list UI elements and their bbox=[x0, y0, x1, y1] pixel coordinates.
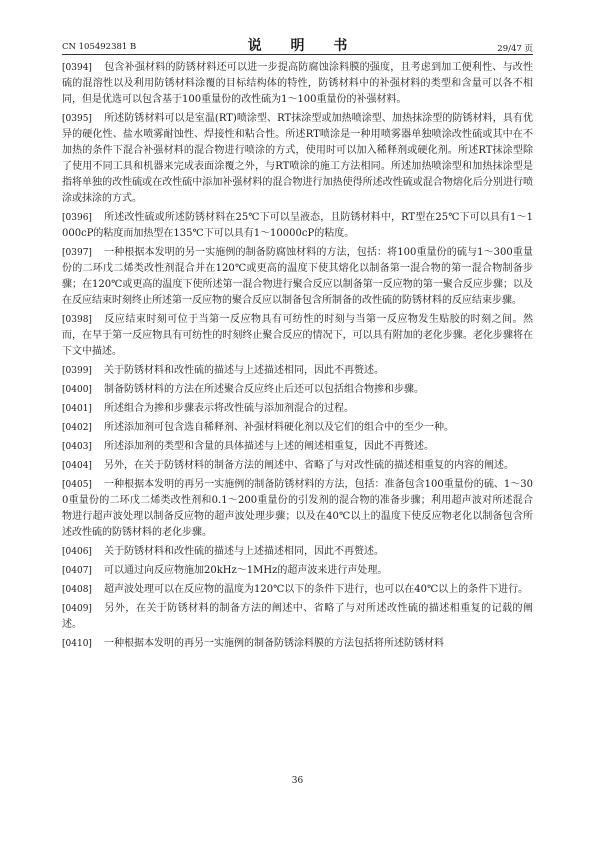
paragraph-0408 bbox=[62, 582, 533, 598]
paragraph-number: [0401] bbox=[62, 404, 92, 414]
paragraph-number: [0402] bbox=[62, 423, 92, 433]
paragraph-number: [0408] bbox=[62, 585, 92, 595]
paragraph-text: 可以通过向反应物施加20kHz～1MHz的超声波来进行声处理。 bbox=[104, 565, 388, 576]
paragraph-0406 bbox=[62, 544, 533, 560]
paragraph-number: [0405] bbox=[62, 480, 92, 490]
paragraph-0401 bbox=[62, 401, 533, 417]
paragraph-text: 所述组合为掺和步骤表示将改性硫与添加剂混合的过程。 bbox=[104, 403, 354, 414]
paragraph-0410 bbox=[62, 636, 533, 652]
paragraph-text: 所述改性硫或所述防锈材料在25℃下可以呈液态，且防锈材料中，RT型在25℃下可以具有1～1000cP的粘度而加热型在135℃下可以具有1～10000cP的粘度。 bbox=[62, 212, 533, 239]
paragraph-number: [0398] bbox=[62, 315, 92, 325]
paragraph-number: [0395] bbox=[62, 114, 92, 124]
paragraph-number: [0410] bbox=[62, 639, 92, 649]
paragraph-number: [0400] bbox=[62, 385, 92, 395]
paragraph-0399 bbox=[62, 363, 533, 379]
paragraph-0407 bbox=[62, 563, 533, 579]
document-title: 说 明 书 bbox=[247, 38, 360, 54]
paragraph-text: 另外，在关于防锈材料的制备方法的阐述中、省略了与对所述改性硫的描述相重复的记载的阐述。 bbox=[62, 603, 533, 630]
paragraph-0409 bbox=[62, 601, 533, 633]
paragraph-text: 关于防锈材料和改性硫的描述与上述描述相同，因此不再赘述。 bbox=[104, 546, 384, 557]
paragraph-0402 bbox=[62, 420, 533, 436]
page-number: 36 bbox=[291, 776, 304, 786]
paragraph-number: [0397] bbox=[62, 248, 92, 258]
paragraph-text: 制备防锈材料的方法在所述聚合反应终止后还可以包括组合物掺和步骤。 bbox=[104, 384, 424, 395]
paragraph-0404 bbox=[62, 458, 533, 474]
paragraph-0398 bbox=[62, 312, 533, 360]
paragraph-number: [0403] bbox=[62, 442, 92, 452]
paragraph-text: 反应结束时刻可位于当第一反应物具有可纺性的时刻与当第一反应物发生贴胶的时刻之间。然而，在早于第一反应物具有可纺性的时刻终止聚合反应的情况下，可以具有附加的老化步骤。老化步骤将在下文中描述。 bbox=[62, 314, 533, 357]
header-rule bbox=[62, 54, 533, 55]
paragraph-0405 bbox=[62, 477, 533, 541]
paragraph-text: 所述添加剂的类型和含量的具体描述与上述的阐述相重复，因此不再赘述。 bbox=[104, 441, 434, 452]
paragraph-text: 一种根据本发明的另一实施例的制备防腐蚀材料的方法，包括：将100重量份的硫与1～300重量份的二环戊二烯类改性剂混合并在120℃或更高的温度下使其熔化以制备第一混合物的第一混合物制备步骤；在120℃或更高的温度下使所述第一混合物进行聚合反应以制备第一反应物的第一聚合反应步骤；以及在反应结束时刻终止所述第一反应物的聚合反应以制备包含所制备的改性硫的防锈材料的反应结束步骤。 bbox=[62, 247, 533, 306]
document-body bbox=[62, 60, 533, 655]
paragraph-0403 bbox=[62, 439, 533, 455]
paragraph-number: [0404] bbox=[62, 461, 92, 471]
paragraph-number: [0394] bbox=[62, 63, 92, 73]
paragraph-number: [0396] bbox=[62, 213, 92, 223]
paragraph-number: [0407] bbox=[62, 566, 92, 576]
paragraph-text: 包含补强材料的防锈材料还可以进一步提高防腐蚀涂料膜的强度，且考虑到加工便利性、与改性硫的混溶性以及利用防锈材料涂覆的目标结构体的特性，防锈材料中的补强材料的类型和含量可以各不相同，但是优选可以包含基于100重量份的改性硫为1～100重量份的补强材料。 bbox=[62, 62, 533, 105]
paragraph-0400 bbox=[62, 382, 533, 398]
paragraph-number: [0399] bbox=[62, 366, 92, 376]
paragraph-text: 一种根据本发明的再另一实施例的制备防锈材料的方法，包括：准备包含100重量份的硫、1～300重量份的二环戊二烯类改性剂和0.1～200重量份的引发剂的混合物的准备步骤；利用超声波对所述混合物进行超声波处理以制备反应物的超声波处理步骤；以及在40℃以上的温度下使反应物老化以制备包含所述改性硫的防锈材料的老化步骤。 bbox=[62, 479, 533, 538]
paragraph-0394 bbox=[62, 60, 533, 108]
document-number: CN 105492381 B bbox=[62, 42, 137, 52]
paragraph-text: 所述添加剂可包含选自稀释剂、补强材料硬化剂以及它们的组合中的至少一种。 bbox=[104, 422, 454, 433]
paragraph-number: [0406] bbox=[62, 547, 92, 557]
paragraph-text: 一种根据本发明的再另一实施例的制备防锈涂料膜的方法包括将所述防锈材料 bbox=[104, 638, 444, 649]
page-header bbox=[62, 34, 533, 54]
page-info: 29/47 页 bbox=[497, 44, 533, 54]
paragraph-text: 超声波处理可以在反应物的温度为120℃以下的条件下进行，也可以在40℃以上的条件下进行。 bbox=[104, 584, 529, 595]
paragraph-0397 bbox=[62, 245, 533, 309]
paragraph-number: [0409] bbox=[62, 604, 92, 614]
paragraph-text: 所述防锈材料可以是室温(RT)喷涂型、RT抹涂型或加热喷涂型、加热抹涂型的防锈材料，具有优异的硬化性、盐水喷雾耐蚀性、焊接性和粘合性。所述RT喷涂是一种用喷雾器单独喷涂改性硫或其中在不加热的条件下混合补强材料的混合物进行喷涂的方式，使用时可以加入稀释剂或硬化剂。所述RT抹涂型除了使用不同工具和机器来完成表面涂覆之外，与RT喷涂的施工方法相同。所述加热喷涂型和加热抹涂型是指将单独的改性硫或在改性硫中添加补强材料的混合物进行加热使得所述改性硫或混合物熔化后分别进行喷涂或抹涂的方式。 bbox=[62, 113, 533, 204]
paragraph-text: 关于防锈材料和改性硫的描述与上述描述相同，因此不再赘述。 bbox=[104, 365, 384, 376]
paragraph-text: 另外，在关于防锈材料的制备方法的阐述中、省略了与对改性硫的描述相重复的内容的阐述。 bbox=[104, 460, 514, 471]
paragraph-0395 bbox=[62, 111, 533, 207]
paragraph-0396 bbox=[62, 210, 533, 242]
